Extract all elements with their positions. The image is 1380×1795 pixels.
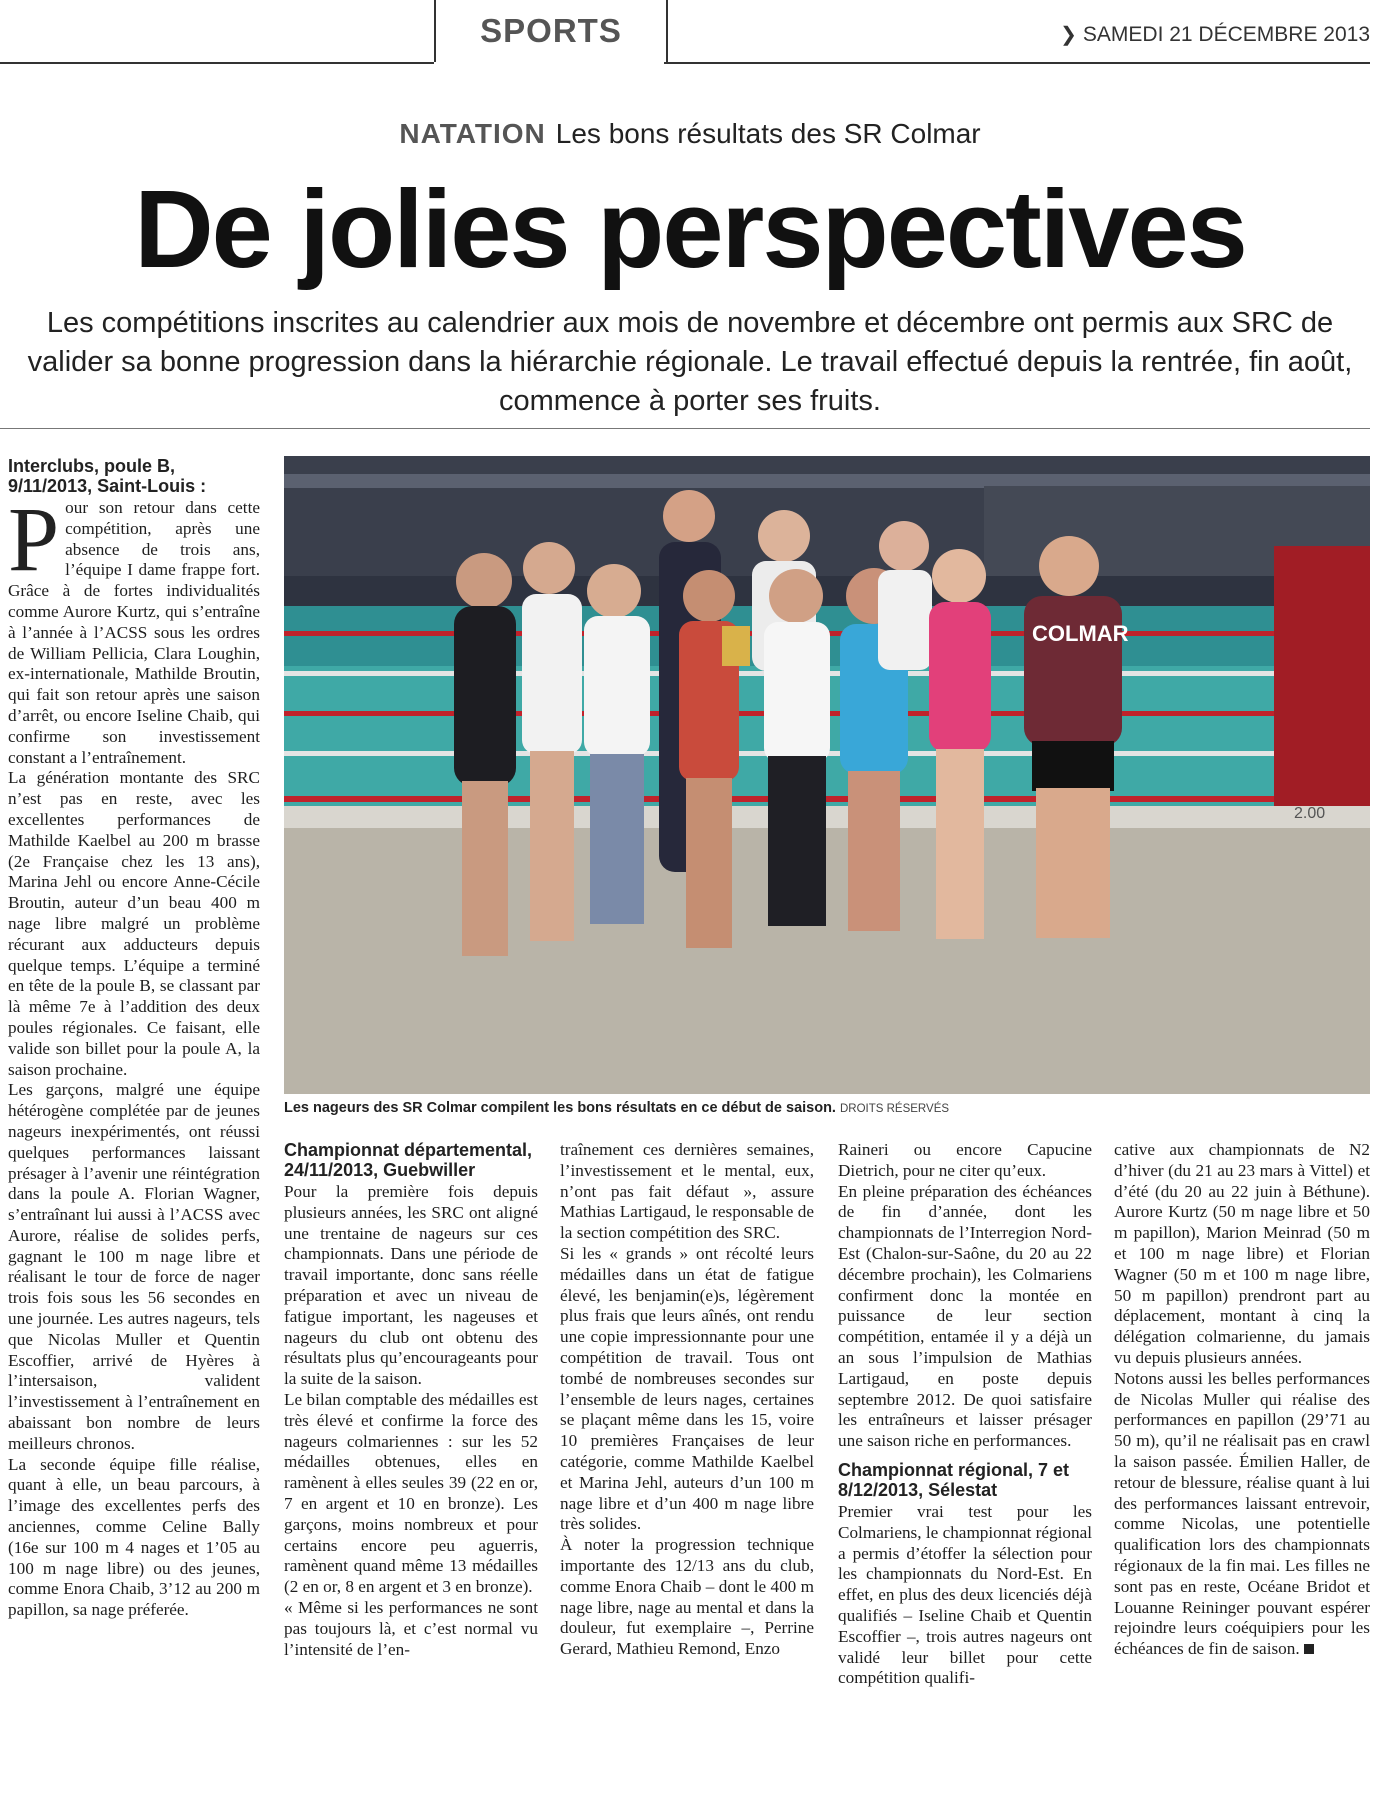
swimmer-figure [522,542,582,941]
swimmer-legs [530,751,574,941]
column-subhead: Championnat départemental, 24/11/2013, Guebwiller [284,1140,533,1180]
article-headline: De jolies perspectives [134,168,1246,291]
paragraph: Premier vrai test pour les Colmariens, le championnat régional a permis d’étoffer la sélection pour les championnats du Nord-Est. En effet, en plus des deux licenciés déjà qualifiés – Iseline Chaib et Quentin Escoffier –, trois autres nageurs ont validé leur billet pour cette compétition qualifi- [838,1501,1092,1688]
swimmer-body [929,602,991,752]
article-standfirst: Les compétitions inscrites au calendrier aux mois de novembre et décembre ont permis aux SRC de valider sa bonne progression dans la hiérarchie régionale. Le travail effectué depuis la rentrée, fin août, commence à porter ses fruits. [27,307,1353,417]
article-column-3 [560,1140,814,1660]
swimmer-body [454,606,516,786]
issue-date-text: SAMEDI 21 DÉCEMBRE 2013 [1082,22,1370,46]
swimmer-figure [878,521,932,670]
coach-shorts [1032,741,1114,791]
paragraph: Raineri ou encore Capucine Dietrich, pour ne citer qu’eux. [838,1140,1092,1180]
header-rule-right [664,62,1370,64]
paragraph: La seconde équipe fille réalise, quant à elle, un beau parcours, à l’image des excellentes perfs des anciennes, comme Celine Bally (16e sur 100 m 4 nages et 1’05 au 100 m nage libre) ou des jeunes, comme Enora Chaib, 3’12 au 200 m papillon, sa nage préferée. [8,1454,260,1620]
swimmer-head [758,510,810,562]
lane-marker: 2.00 [1294,805,1326,822]
photo-credit: DROITS RÉSERVÉS [839,1103,950,1115]
swimmer-legs [590,754,644,924]
end-mark-icon [1304,1644,1314,1654]
shirt-text: COLMAR [1032,621,1129,646]
lane-rope [284,796,1370,802]
paragraph: Le bilan comptable des médailles est très élevé et confirme la force des nageurs colmariennes : sur les 52 médailles obtenues, elles en ramènent à elles seules 39 (22 en or, 7 en argent et 10 en bronze). Les garçons, moins nombreux et pour certains encore peu aguerris, ramènent quand même 13 médailles (2 en or, 8 en argent et 3 en bronze). [284,1389,538,1597]
page-header [0,0,1380,66]
swimmer-head [769,569,823,623]
article-column-1 [8,456,260,1621]
swimmer-body [878,570,932,670]
header-rule-left [0,62,434,64]
swimmer-legs [936,749,984,939]
swimmer-head [879,521,929,571]
section-label: SPORTS [434,0,668,62]
swimmer-head [683,570,735,622]
paragraph: « Même si les performances ne sont pas toujours là, et c’est normal vu l’intensité de l’en- [284,1597,538,1659]
swimmer-legs [462,781,508,956]
team-photo-illustration [284,456,1370,1094]
column-subhead: Championnat régional, 7 et 8/12/2013, Sélestat [838,1459,1070,1500]
paragraph: Les garçons, malgré une équipe hétérogène complétée par de jeunes nageurs inexpérimentés, ont réussi quelques performances laissant présager à l’avenir une réintégration dans la poule A. Florian Wagner, s’entraînant lui aussi à l’ACSS avec Aurore, réalise de solides perfs, gagnant le 100 m nage libre et réalisant le tour de force de nager trois fois sous les 56 secondes en une journée. Les autres nageurs, tels que Nicolas Muller et Quentin Escoffier, arrivé de Hyères à l’intersaison, valident l’investissement à l’entraînement en abaissant bon nombre de leurs meilleurs chronos. [8,1080,260,1453]
kicker-text: Les bons résultats des SR Colmar [555,118,981,149]
article-column-2 [284,1140,538,1660]
coach-shirt [1024,596,1122,746]
paragraph: En pleine préparation des échéances de fin d’année, dont les championnats de l’Interregion Nord-Est (Chalon-sur-Saône, du 20 au 22 décembre prochain), les Colmariens confirment donc la montée en puissance de leur section compétition, entamée il y a déjà un an sous l’impulsion de Mathias Lartigaud, en poste depuis septembre 2012. De quoi satisfaire les entraîneurs et laisser présager une saison riche en performances. [838,1181,1092,1451]
paragraph: La génération montante des SRC n’est pas en reste, avec les excellentes performances de Mathilde Kaelbel au 200 m brasse (2e Française chez les 13 ans), Marina Jehl ou encore Anne-Cécile Broutin, auteur d’un beau 400 m nage libre malgré un problème récurant aux adducteurs depuis quelque temps. L’équipe a terminé en tête de la poule B, se classant par là même 7e à l’addition des deux poules régionales. Ce faisant, elle valide son billet pour la poule A, la saison prochaine. [8,768,260,1079]
chevron-right-icon: ❯ [1060,24,1077,46]
swimmer-head [523,542,575,594]
paragraph: traînement ces dernières semaines, l’investissement et le mental, eux, n’ont pas fait défaut », assure Mathias Lartigaud, le responsable de la section compétition des SRC. [560,1140,814,1243]
caption-text: Les nageurs des SR Colmar compilent les bons résultats en ce début de saison. [284,1100,836,1116]
swimmer-legs [686,778,732,948]
article-kicker [0,118,1380,150]
photo-caption [284,1100,1370,1116]
divider [0,428,1370,429]
article-column-5 [1114,1140,1370,1660]
swimmer-legs [848,771,900,931]
photo-pool-edge [284,806,1370,828]
photo-railing [1274,546,1370,806]
trophy [722,626,750,666]
swimmer-figure [929,549,991,939]
swimmer-body [764,622,830,762]
paragraph-text: our son retour dans cette compétition, après une absence de trois ans, l’équipe I dame frappe fort. Grâce à de fortes individualités comme Aurore Kurtz, qui s’entraîne à l’année à l’ACSS sous les ordres de William Pellicia, Clara Loughin, ex-internationale, Mathilde Broutin, qui fait son retour après une saison d’arrêt, ou encore Iseline Chaib, qui confirme son investissement constant a l’entraînement. [8,498,260,767]
issue-date [1060,22,1370,47]
swimmer-body [522,594,582,754]
swimmer-head [932,549,986,603]
article-column-4 [838,1140,1092,1689]
paragraph: Pour la première fois depuis plusieurs années, les SRC ont aligné une trentaine de nageurs sur ces championnats. Dans une période de travail importante, donc sans réelle préparation et avec un niveau de fatigue important, les nageuses et nageurs du club ont obtenu des résultats plus qu’encourageants pour la suite de la saison. [284,1182,538,1389]
swimmer-head [456,553,512,609]
drop-cap: P [8,488,60,590]
photo-light-band [284,474,1370,488]
team-photo [284,456,1370,1094]
kicker-tag: NATATION [399,118,546,149]
coach-legs [1036,788,1110,938]
swimmer-legs [768,756,826,926]
column-subhead: Interclubs, poule B, 9/11/2013, Saint-Louis : [8,456,207,496]
paragraph [8,488,260,768]
swimmer-head [663,490,715,542]
paragraph: À noter la progression technique importante des 12/13 ans du club, comme Enora Chaib – dont le 400 m nage libre, nage au mental et dans la douleur, fut exemplaire –, Perrine Gerard, Mathieu Remond, Enzo [560,1535,814,1659]
swimmer-figure [454,553,516,956]
paragraph: Si les « grands » ont récolté leurs médailles dans un état de fatigue élevé, les benjamin(e)s, légèrement plus frais que leurs aînés, ont rendu une copie impressionnante pour une compétition de travail. Tous ont tombé de nombreuses secondes sur l’ensemble de leurs nages, certaines se plaçant même dans les 15, voire 10 premières Françaises de leur catégorie, comme Mathilde Kaelbel et Marina Jehl, auteurs d’un 100 m nage libre et d’un 400 m nage libre très solides. [560,1243,814,1534]
paragraph: cative aux championnats de N2 d’hiver (du 21 au 23 mars à Vittel) et d’été (du 20 au 22 juin à Béthune). Aurore Kurtz (50 m nage libre et 50 m papillon), Marion Meinrad (50 m et 100 m nage libre) et Florian Wagner (50 m et 100 m nage libre, 50 m papillon) prendront part au déplacement, montant à cinq la délégation colmarienne, du jamais vu depuis plusieurs années. [1114,1140,1370,1367]
paragraph-text: Notons aussi les belles performances de Nicolas Muller qui réalise des performances en papillon (29’71 au 50 m), qu’il ne réalisait pas en crawl la saison passée. Émilien Haller, de retour de blessure, réalise quant à lui des performances laissant entrevoir, comme Nicolas, une potentielle qualification lors des championnats régionaux de la fin mai. Les filles ne sont pas en reste, Océane Bridot et Louanne Reininger pouvant espérer rejoindre leurs coéquipiers pour les échéances de fin de saison. [1114,1368,1370,1659]
swimmer-figure [584,564,650,924]
paragraph [1114,1369,1370,1660]
swimmer-head [587,564,641,618]
swimmer-body [584,616,650,756]
photo-deck-floor [284,828,1370,1094]
coach-head [1039,536,1099,596]
